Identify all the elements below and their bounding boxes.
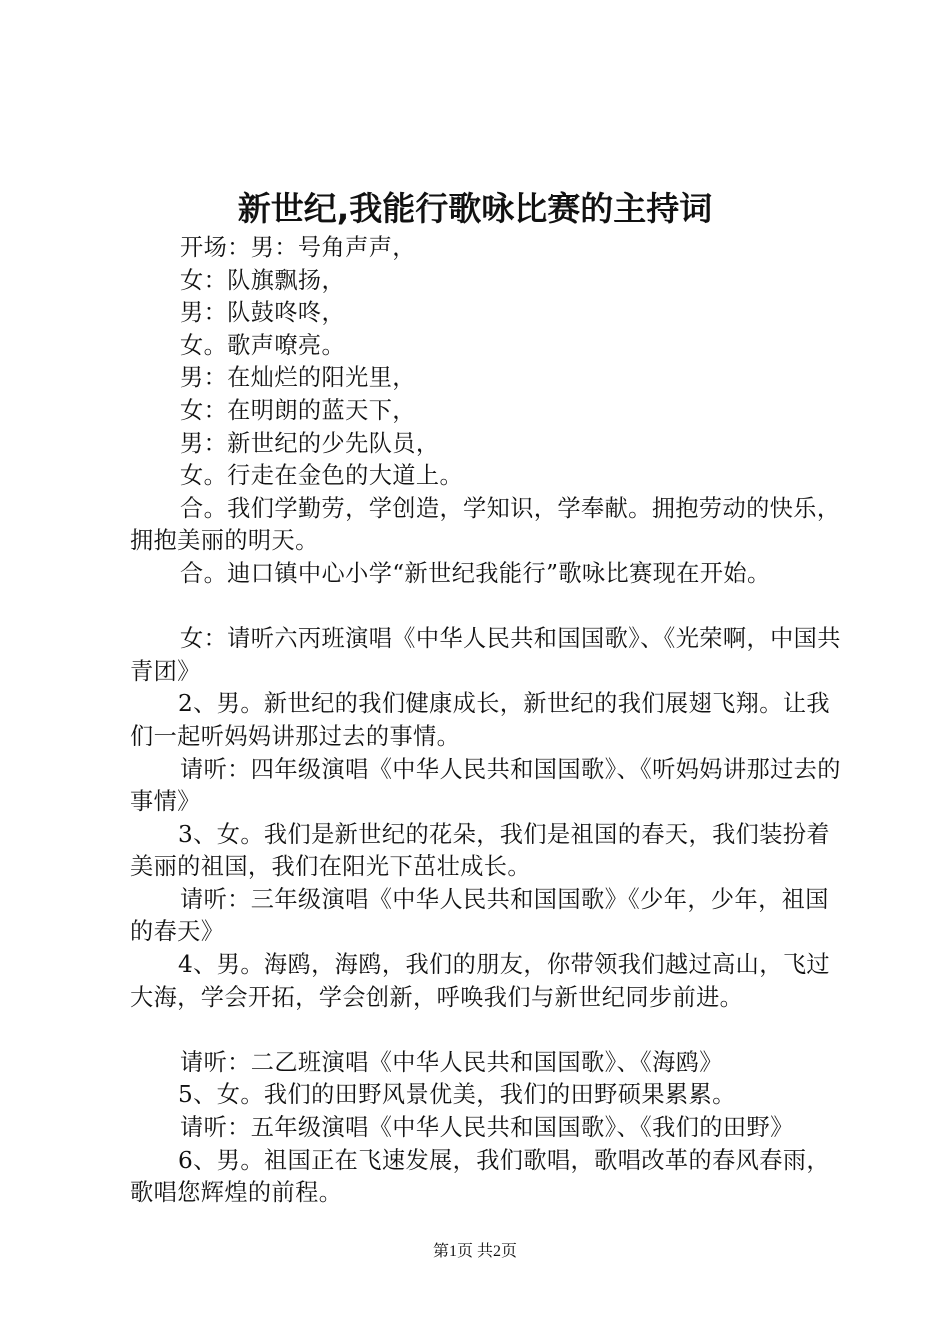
paragraph-together-start: 合。迪口镇中心小学“新世纪我能行”歌咏比赛现在开始。	[180, 559, 771, 587]
page-footer: 第1页 共2页	[432, 1243, 517, 1260]
paragraph-together: 合。我们学勤劳，学创造，学知识，学奉献。拥抱劳动的快乐，拥抱美丽的明天。	[130, 494, 841, 555]
document-title: 新世纪,我能行歌咏比赛的主持词	[237, 189, 713, 228]
paragraph-section: 6、男。祖国正在飞速发展，我们歌唱，歌唱改革的春风春雨，歌唱您辉煌的前程。	[130, 1146, 831, 1207]
paragraph-program: 请听：二乙班演唱《中华人民共和国国歌》、《海鸥》	[180, 1048, 723, 1076]
document-body	[130, 232, 842, 1210]
paragraph-program: 请听：四年级演唱《中华人民共和国国歌》、《听妈妈讲那过去的事情》	[130, 755, 841, 816]
paragraph-line: 女。歌声嘹亮。	[180, 331, 346, 359]
paragraph-section: 2、男。新世纪的我们健康成长，新世纪的我们展翅飞翔。让我们一起听妈妈讲那过去的事情。	[130, 690, 831, 750]
paragraph-program: 请听：五年级演唱《中华人民共和国国歌》、《我们的田野》	[180, 1114, 794, 1142]
paragraph-line: 女。行走在金色的大道上。	[180, 462, 464, 490]
paragraph-program: 请听：三年级演唱《中华人民共和国国歌》《少年，少年，祖国的春天》	[130, 885, 829, 946]
paragraph-line: 男：在灿烂的阳光里，	[180, 364, 416, 392]
paragraph-section: 3、女。我们是新世纪的花朵，我们是祖国的春天，我们装扮着美丽的祖国，我们在阳光下茁壮成长。	[130, 820, 831, 881]
paragraph-program: 女：请听六丙班演唱《中华人民共和国国歌》、《光荣啊，中国共青团》	[130, 625, 841, 685]
paragraph-line: 女：在明朗的蓝天下，	[180, 396, 416, 424]
paragraph-section: 5、女。我们的田野风景优美，我们的田野硕果累累。	[178, 1081, 736, 1109]
paragraph-line: 男：队鼓咚咚，	[180, 299, 346, 327]
paragraph-opening: 开场：男：号角声声，	[180, 234, 416, 261]
paragraph-line: 男：新世纪的少先队员，	[180, 429, 440, 457]
paragraph-line: 女：队旗飘扬，	[180, 266, 346, 294]
paragraph-section: 4、男。海鸥，海鸥，我们的朋友，你带领我们越过高山，飞过大海，学会开拓，学会创新，呼唤我们与新世纪同步前进。	[130, 951, 831, 1011]
